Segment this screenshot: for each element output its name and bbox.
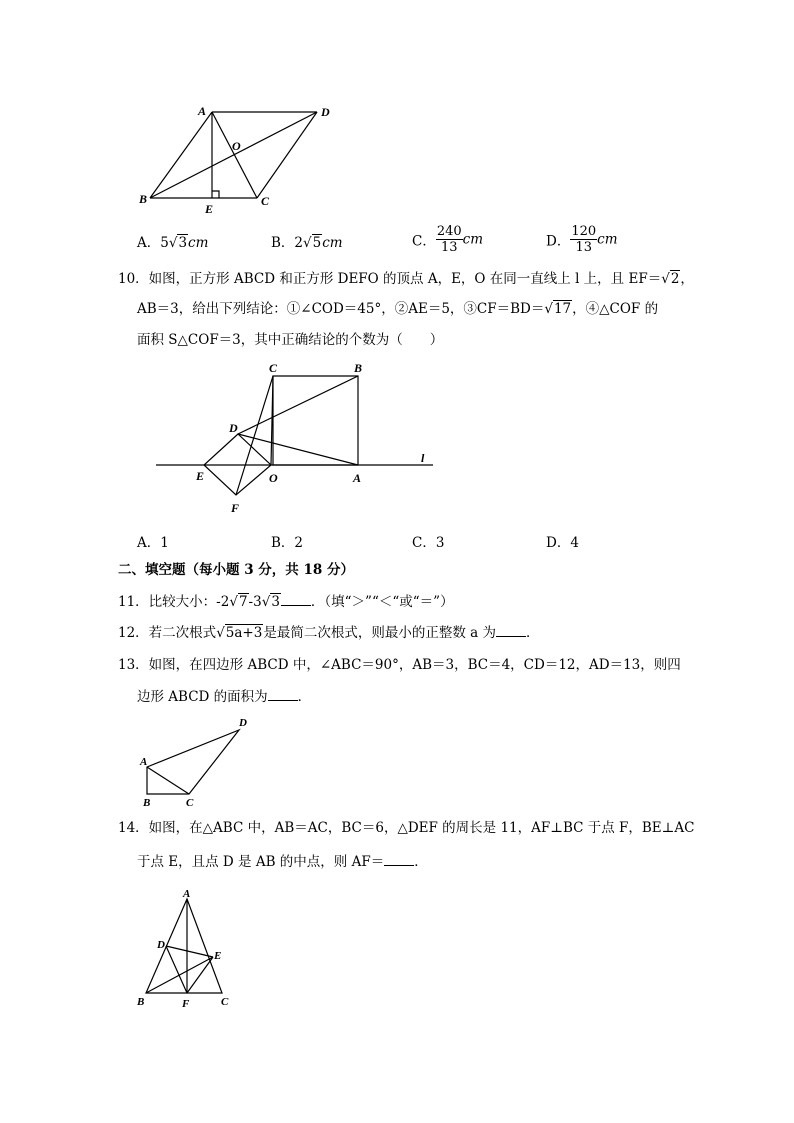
figure-q13-quadrilateral xyxy=(135,712,265,812)
diagonal-ac xyxy=(147,767,189,794)
q10-line-3: 面积 S△COF＝3，其中正确结论的个数为（ ） xyxy=(137,332,444,348)
label-e: E xyxy=(214,950,222,962)
segment-df xyxy=(166,946,187,993)
answer-blank[interactable] xyxy=(281,591,311,606)
label-a: A xyxy=(140,756,148,768)
label-o: O xyxy=(232,139,241,153)
q9-option-d[interactable]: D． $\frac{120}{13}$ cm xyxy=(546,224,618,255)
q10-option-c[interactable]: C．3 xyxy=(412,535,445,551)
answer-blank[interactable] xyxy=(496,622,526,637)
label-d: D xyxy=(239,717,247,729)
square-abcd xyxy=(273,376,358,465)
q10-option-b[interactable]: B．2 xyxy=(271,535,304,551)
q14-line-1: 14．如图，在△ABC 中，AB＝AC，BC＝6，△DEF 的周长是 11，AF⊥BC 于点 F，BE⊥AC xyxy=(118,820,695,836)
label-d: D xyxy=(229,421,238,435)
q11-line: 11．比较大小：-2√7-3√3 ．（填“＞”“＜“或“＝”） xyxy=(118,591,454,612)
segment-ef xyxy=(187,957,213,993)
quadrilateral-abcd xyxy=(147,730,239,794)
figure-q14-triangle xyxy=(135,885,245,1015)
q13-line-2: 边形 ABCD 的面积为 ． xyxy=(137,686,311,707)
label-e: E xyxy=(205,202,214,216)
label-c: C xyxy=(221,996,229,1008)
label-o: O xyxy=(269,471,278,485)
section-heading: 二、填空题（每小题 3 分，共 18 分） xyxy=(118,562,354,578)
label-l: l xyxy=(421,451,425,465)
segment-da xyxy=(238,434,358,465)
edge-ab xyxy=(150,112,212,198)
label-f: F xyxy=(182,998,190,1010)
q10-option-d[interactable]: D．4 xyxy=(546,535,579,551)
label-c: C xyxy=(261,194,270,208)
right-angle-mark xyxy=(212,191,219,198)
q9-option-b[interactable]: B．2√5cm xyxy=(271,235,343,251)
q10-line-2: AB＝3，给出下列结论：①∠COD＝45°，②AE＝5，③CF＝BD＝√17，④△COF 的 xyxy=(137,301,659,317)
label-c: C xyxy=(186,797,194,809)
answer-blank[interactable] xyxy=(384,851,414,866)
diagonal-bd xyxy=(150,112,317,198)
label-a: A xyxy=(353,471,362,485)
label-c: C xyxy=(269,361,278,375)
figure-q10-squares xyxy=(138,358,448,518)
label-a: A xyxy=(183,888,191,900)
q10-option-a[interactable]: A．1 xyxy=(137,535,169,551)
q9-option-c[interactable]: C． $\frac{240}{13}$ cm xyxy=(412,224,484,255)
label-d: D xyxy=(321,105,330,119)
label-e: E xyxy=(196,469,205,483)
q10-line-1: 10．如图，正方形 ABCD 和正方形 DEFO 的顶点 A，E，O 在同一直线上 l 上，且 EF＝√2， xyxy=(118,271,694,287)
q9-option-a[interactable]: A．5√3cm xyxy=(137,235,209,251)
label-f: F xyxy=(231,501,240,515)
segment-db xyxy=(238,376,358,434)
label-b: B xyxy=(139,192,148,206)
q12-line: 12．若二次根式√5a+3是最简二次根式，则最小的正整数 a 为 ． xyxy=(118,622,539,643)
label-d: D xyxy=(157,939,165,951)
answer-blank[interactable] xyxy=(268,686,298,701)
label-b: B xyxy=(137,996,145,1008)
label-b: B xyxy=(354,361,363,375)
label-b: B xyxy=(143,797,151,809)
figure-q9-rhombus xyxy=(135,100,345,220)
q13-line-1: 13．如图，在四边形 ABCD 中，∠ABC＝90°，AB＝3，BC＝4，CD＝12，AD＝13，则四 xyxy=(118,657,681,673)
label-a: A xyxy=(198,104,207,118)
edge-cd xyxy=(257,112,317,198)
q14-line-2: 于点 E，且点 D 是 AB 的中点，则 AF＝ ． xyxy=(137,851,428,872)
